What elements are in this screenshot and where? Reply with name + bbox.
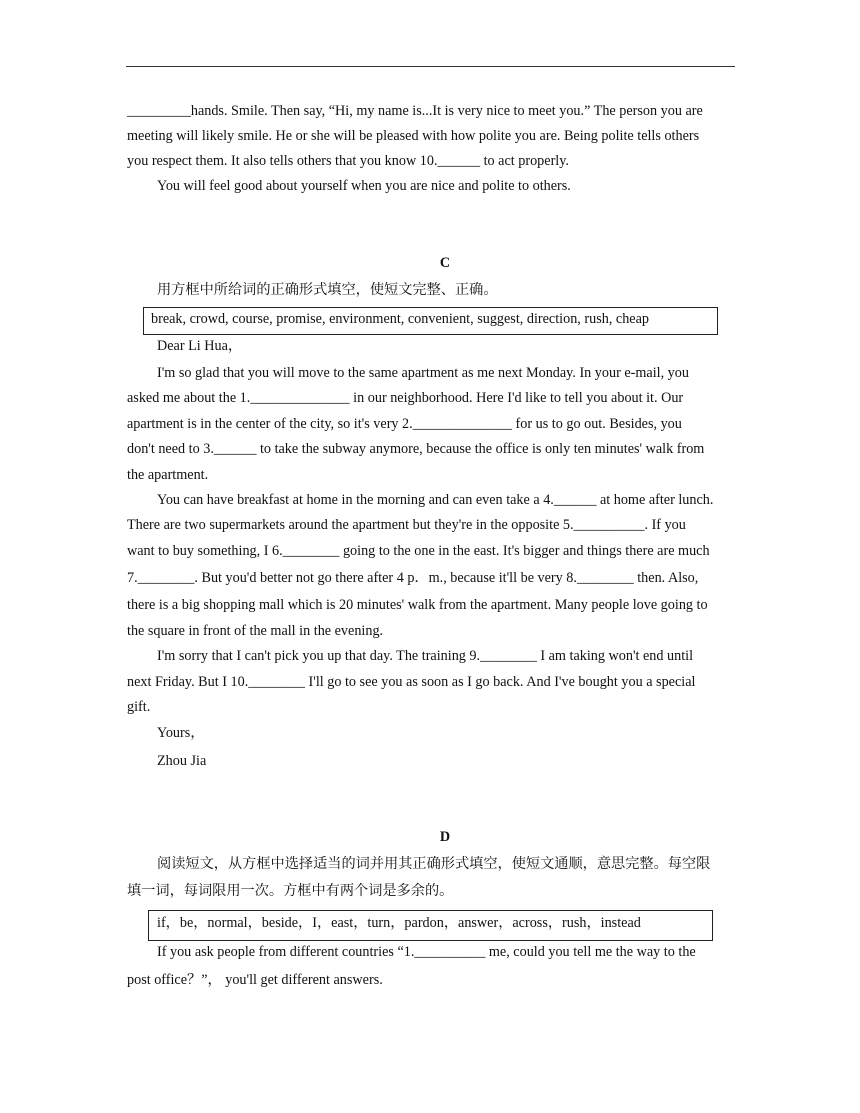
paragraph-line: the square in front of the mall in the evening. (127, 623, 384, 639)
section-instruction: 阅读短文，从方框中选择适当的词并用其正确形式填空，使短文通顺，意思完整。每空限 (157, 856, 711, 872)
paragraph-line: the apartment. (127, 467, 209, 483)
header-rule (126, 66, 735, 67)
paragraph-line: You will feel good about yourself when you are nice and polite to others. (157, 178, 571, 194)
paragraph-line: don't need to 3.______ to take the subway anymore, because the office is only ten minutes' walk from (127, 441, 705, 457)
section-instruction: 填一词，每词限用一次。方框中有两个词是多余的。 (127, 883, 454, 899)
paragraph-line: want to buy something, I 6.________ going to the one in the east. It's bigger and things there are much (127, 543, 710, 559)
paragraph-line: next Friday. But I 10.________ I'll go to see you as soon as I go back. And I've bought you a special (127, 674, 696, 690)
paragraph-line: there is a big shopping mall which is 20 minutes' walk from the apartment. Many people love going to (127, 597, 708, 613)
letter-signature-name: Zhou Jia (157, 753, 207, 769)
letter-salutation: Dear Li Hua， (157, 338, 243, 354)
section-instruction: 用方框中所给词的正确形式填空，使短文完整、正确。 (157, 282, 498, 298)
paragraph-line: I'm sorry that I can't pick you up that day. The training 9.________ I am taking won't end until (157, 648, 694, 664)
paragraph-line: 7.________. But you'd better not go there after 4 p．m., because it'll be very 8.________ then. Also, (127, 570, 699, 586)
letter-closing: Yours， (157, 725, 205, 741)
section-heading-d: D (439, 829, 451, 845)
word-box-text: break, crowd, course, promise, environment, convenient, suggest, direction, rush, cheap (151, 311, 649, 327)
paragraph-line: You can have breakfast at home in the morning and can even take a 4.______ at home after lunch. (157, 492, 714, 508)
paragraph-line: post office？”， you'll get different answers. (127, 972, 383, 988)
paragraph-line: apartment is in the center of the city, so it's very 2.______________ for us to go out. Besides, you (127, 416, 682, 432)
word-box-text: if，be，normal，beside，I，east，turn，pardon，answer，across，rush，instead (157, 915, 641, 931)
section-heading-c: C (439, 255, 451, 271)
paragraph-line: _________hands. Smile. Then say, “Hi, my name is...It is very nice to meet you.” The person you are (127, 103, 703, 119)
paragraph-line: There are two supermarkets around the apartment but they're in the opposite 5.__________. If you (127, 517, 686, 533)
paragraph-line: If you ask people from different countries “1.__________ me, could you tell me the way to the (157, 944, 696, 960)
paragraph-line: I'm so glad that you will move to the same apartment as me next Monday. In your e-mail, you (157, 365, 689, 381)
paragraph-line: meeting will likely smile. He or she will be pleased with how polite you are. Being polite tells others (127, 128, 700, 144)
paragraph-line: you respect them. It also tells others that you know 10.______ to act properly. (127, 153, 569, 169)
paragraph-line: asked me about the 1.______________ in our neighborhood. Here I'd like to tell you about it. Our (127, 390, 684, 406)
paragraph-line: gift. (127, 699, 151, 715)
